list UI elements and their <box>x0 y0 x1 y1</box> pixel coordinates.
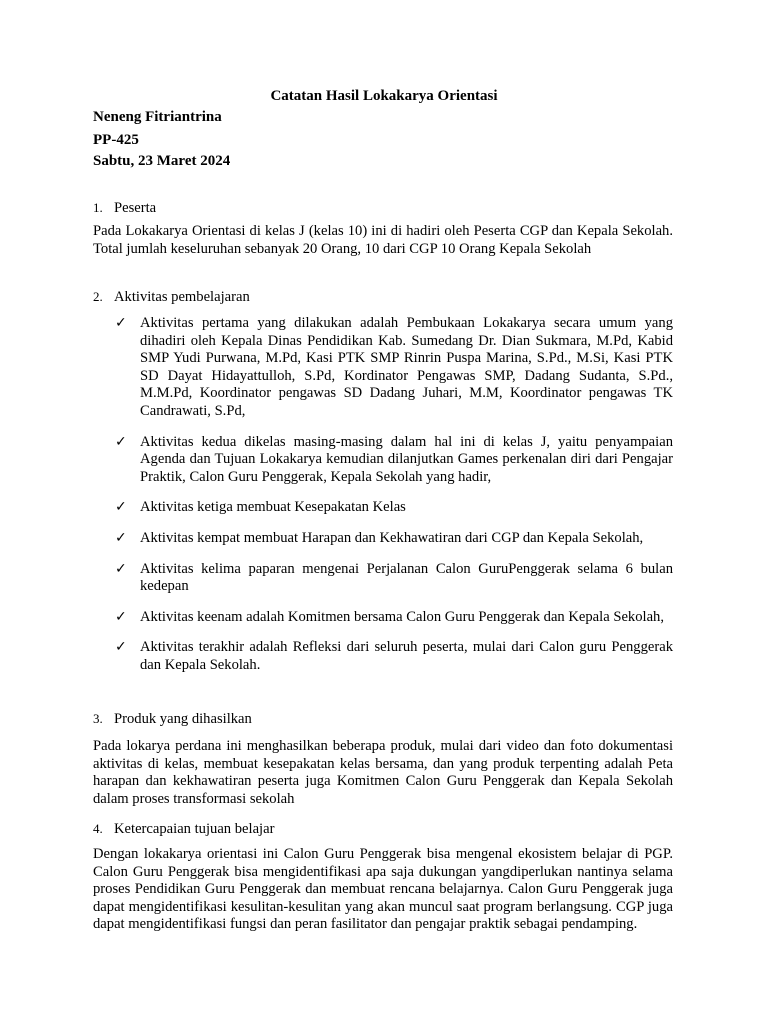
list-item <box>115 530 673 548</box>
section-number: 3. <box>93 711 103 726</box>
section-body-ketercapaian: Dengan lokakarya orientasi ini Calon Guru Penggerak bisa mengenal ekosistem belajar di PGP. Calon Guru Penggerak bisa mengidentifikasi apa saja dukungan yangdiperlukan nantinya selama proses Pendidikan Guru Penggerak dan membuat rencana belajarnya. Calon Guru Penggerak juga dapat mengidentifikasi kesulitan-kesulitan yang akan muncul saat program berlangsung. CGP juga dapat mengidentifikasi fungsi dan peran fasilitator dan pengajar praktik sebagai pendamping. <box>93 846 673 933</box>
section-body-peserta: Pada Lokakarya Orientasi di kelas J (kelas 10) ini di hadiri oleh Peserta CGP dan Kepala Sekolah. Total jumlah keseluruhan sebanyak 20 Orang, 10 dari CGP 10 Orang Kepala Sekolah <box>93 223 673 257</box>
document-title: Catatan Hasil Lokakarya Orientasi <box>270 88 498 104</box>
document-date: Sabtu, 23 Maret 2024 <box>93 153 231 169</box>
section-title: Produk yang dihasilkan <box>114 711 252 727</box>
check-icon: ✓ <box>115 639 127 656</box>
check-icon: ✓ <box>115 433 127 450</box>
author-name: Neneng Fitriantrina <box>93 109 222 125</box>
participant-code: PP-425 <box>93 132 139 148</box>
section-title: Ketercapaian tujuan belajar <box>114 821 275 837</box>
list-item <box>115 609 673 627</box>
section-title: Peserta <box>114 200 157 216</box>
list-item-text: Aktivitas terakhir adalah Refleksi dari seluruh peserta, mulai dari Calon guru Penggerak dan Kepala Sekolah. <box>140 639 673 673</box>
check-icon: ✓ <box>115 499 127 516</box>
list-item-text: Aktivitas ketiga membuat Kesepakatan Kelas <box>140 499 406 516</box>
check-icon: ✓ <box>115 560 127 577</box>
section-body-produk: Pada lokarya perdana ini menghasilkan beberapa produk, mulai dari video dan foto dokumentasi aktivitas di kelas, membuat kesepakatan kelas bersama, dan yang produk terpenting adalah Peta harapan dan kekhawatiran peserta juga Komitmen Calon Guru Penggerak dan Kepala Sekolah dalam proses transformasi sekolah <box>93 738 673 807</box>
section-number: 4. <box>93 821 103 836</box>
list-item <box>115 434 673 487</box>
list-item-text: Aktivitas kelima paparan mengenai Perjalanan Calon GuruPenggerak selama 6 bulan kedepan <box>140 560 673 595</box>
list-item <box>115 315 673 421</box>
list-item-text: Aktivitas keenam adalah Komitmen bersama Calon Guru Penggerak dan Kepala Sekolah, <box>140 608 664 625</box>
check-icon: ✓ <box>115 315 127 331</box>
section-heading-aktivitas <box>93 288 250 307</box>
list-item <box>115 561 673 596</box>
activity-list <box>115 315 673 688</box>
list-item-text: Aktivitas kempat membuat Harapan dan Kekhawatiran dari CGP dan Kepala Sekolah, <box>140 529 644 546</box>
check-icon: ✓ <box>115 608 127 625</box>
section-number: 1. <box>93 200 103 215</box>
list-item <box>115 639 673 674</box>
section-heading-peserta <box>93 199 156 218</box>
list-item <box>115 499 673 517</box>
check-icon: ✓ <box>115 529 127 546</box>
section-heading-produk <box>93 710 252 729</box>
section-heading-ketercapaian <box>93 820 274 839</box>
section-title: Aktivitas pembelajaran <box>114 289 250 305</box>
section-number: 2. <box>93 289 103 304</box>
list-item-text: Aktivitas pertama yang dilakukan adalah Pembukaan Lokakarya secara umum yang dihadiri oleh Kepala Dinas Pendidikan Kab. Sumedang Dr. Dian Sukmara, M.Pd, Kabid SMP Yudi Purwana, M.Pd, Kasi PTK SMP Rinrin Puspa Marina, S.Pd., M.Si, Kasi PTK SD Dayat Hidayattulloh, S.Pd, Kordinator Pengawas SMP, Dadang Sudanta, S.Pd., M.M.Pd, Koordinator pengawas SD Dadang Juhari, M.M, Koordinator pengawas TK Candrawati, S.Pd, <box>140 315 673 419</box>
list-item-text: Aktivitas kedua dikelas masing-masing dalam hal ini di kelas J, yaitu penyampaian Agenda dan Tujuan Lokakarya kemudian dilanjutkan Games perkenalan diri dari Pengajar Praktik, Calon Guru Penggerak, Kepala Sekolah yang hadir, <box>140 433 673 485</box>
